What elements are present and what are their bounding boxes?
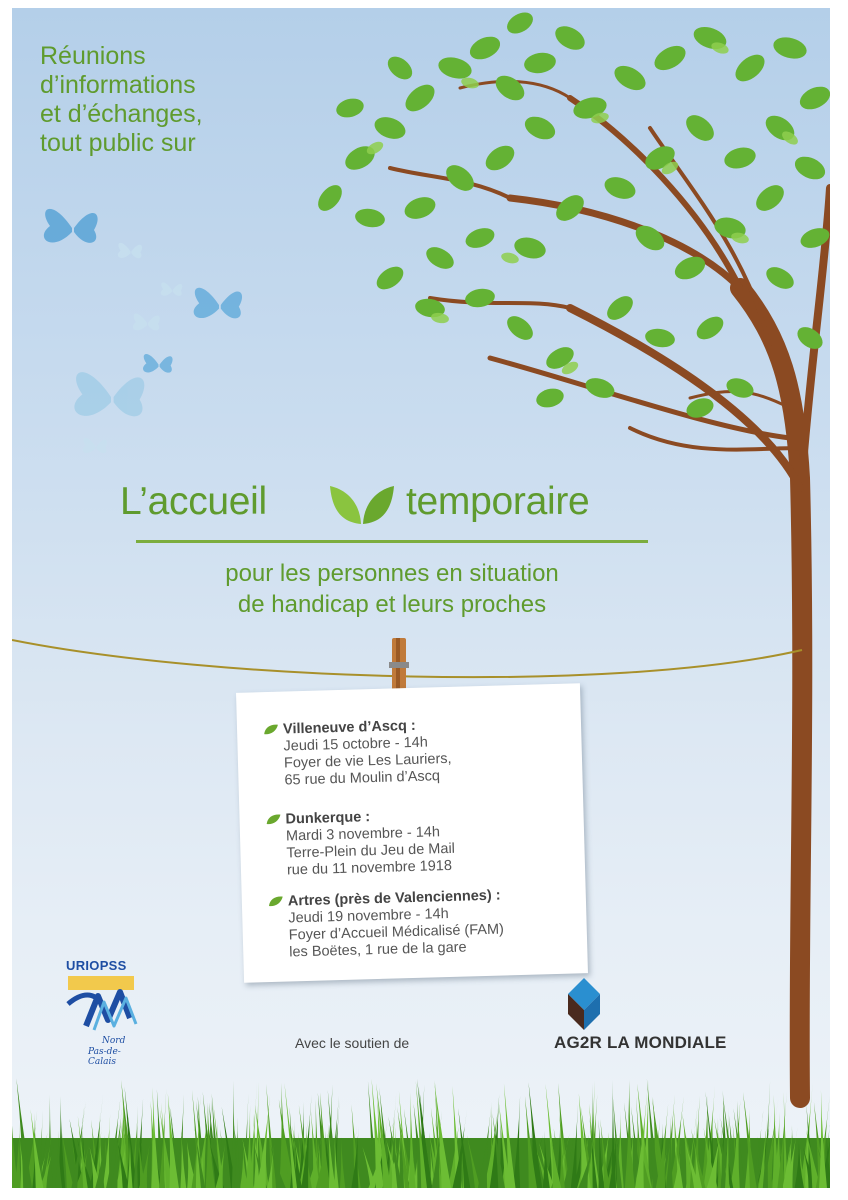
butterfly-icon [118, 243, 142, 258]
title-word-right: temporaire [406, 480, 590, 523]
meeting-date: Jeudi 19 novembre - 14h [288, 906, 449, 927]
main-title [120, 480, 640, 540]
uriopss-region: Nord [102, 1036, 126, 1046]
ag2r-logo-icon [556, 976, 612, 1032]
clothespin-icon [389, 638, 409, 694]
butterfly-icon [133, 313, 160, 330]
intro-heading [40, 42, 203, 158]
meeting-date: Mardi 3 novembre - 14h [285, 824, 441, 845]
subtitle [122, 558, 662, 620]
leaf-bullet-icon [263, 724, 279, 735]
butterfly-icon [44, 209, 98, 243]
meeting-city-label: Artres (près de Valenciennes) : [287, 887, 501, 910]
meeting-city-label: Villeneuve d’Ascq : [282, 717, 416, 738]
intro-line: Réunions [40, 42, 146, 70]
butterflies-decoration [32, 198, 282, 498]
leaf-icon [330, 480, 394, 526]
uriopss-logo [64, 958, 148, 1068]
meeting-address: rue du 11 novembre 1918 [286, 857, 453, 879]
meeting-place: Foyer d’Accueil Médicalisé (FAM) [288, 921, 505, 944]
butterfly-icon [194, 288, 242, 319]
meeting-address: 65 rue du Moulin d’Ascq [284, 768, 441, 789]
uriopss-name: URIOPSS [66, 958, 127, 973]
uriopss-region: Pas-de-Calais [88, 1047, 121, 1067]
meeting-place: Terre-Plein du Jeu de Mail [286, 840, 456, 862]
meeting-item [268, 887, 505, 962]
grass-illustration [12, 1078, 830, 1188]
butterfly-icon [161, 282, 183, 296]
subtitle-line: de handicap et leurs proches [237, 591, 547, 618]
ag2r-name: AG2R LA MONDIALE [554, 1033, 727, 1052]
subtitle-line: pour les personnes en situation [225, 560, 559, 587]
meeting-place: Foyer de vie Les Lauriers, [283, 750, 452, 772]
leaf-bullet-icon [268, 896, 284, 907]
meeting-item [263, 717, 452, 790]
meeting-address: les Boëtes, 1 rue de la gare [289, 939, 467, 961]
uriopss-mark-icon [64, 974, 144, 1034]
butterfly-icon [74, 372, 144, 416]
intro-line: d’informations [40, 71, 196, 99]
intro-line: tout public sur [40, 129, 196, 157]
leaf-bullet-icon [265, 814, 281, 825]
title-divider [136, 540, 648, 543]
meeting-city-label: Dunkerque : [285, 809, 371, 828]
poster [12, 8, 830, 1188]
sponsor-label: Avec le soutien de [295, 1035, 410, 1051]
title-word-left: L’accueil [120, 480, 267, 523]
butterfly-icon [143, 354, 173, 373]
intro-line: et d’échanges, [40, 100, 203, 128]
butterfly-icon [83, 438, 107, 453]
meeting-item [265, 807, 455, 880]
meeting-date: Jeudi 15 octobre - 14h [283, 734, 429, 755]
meetings-card [236, 683, 588, 982]
